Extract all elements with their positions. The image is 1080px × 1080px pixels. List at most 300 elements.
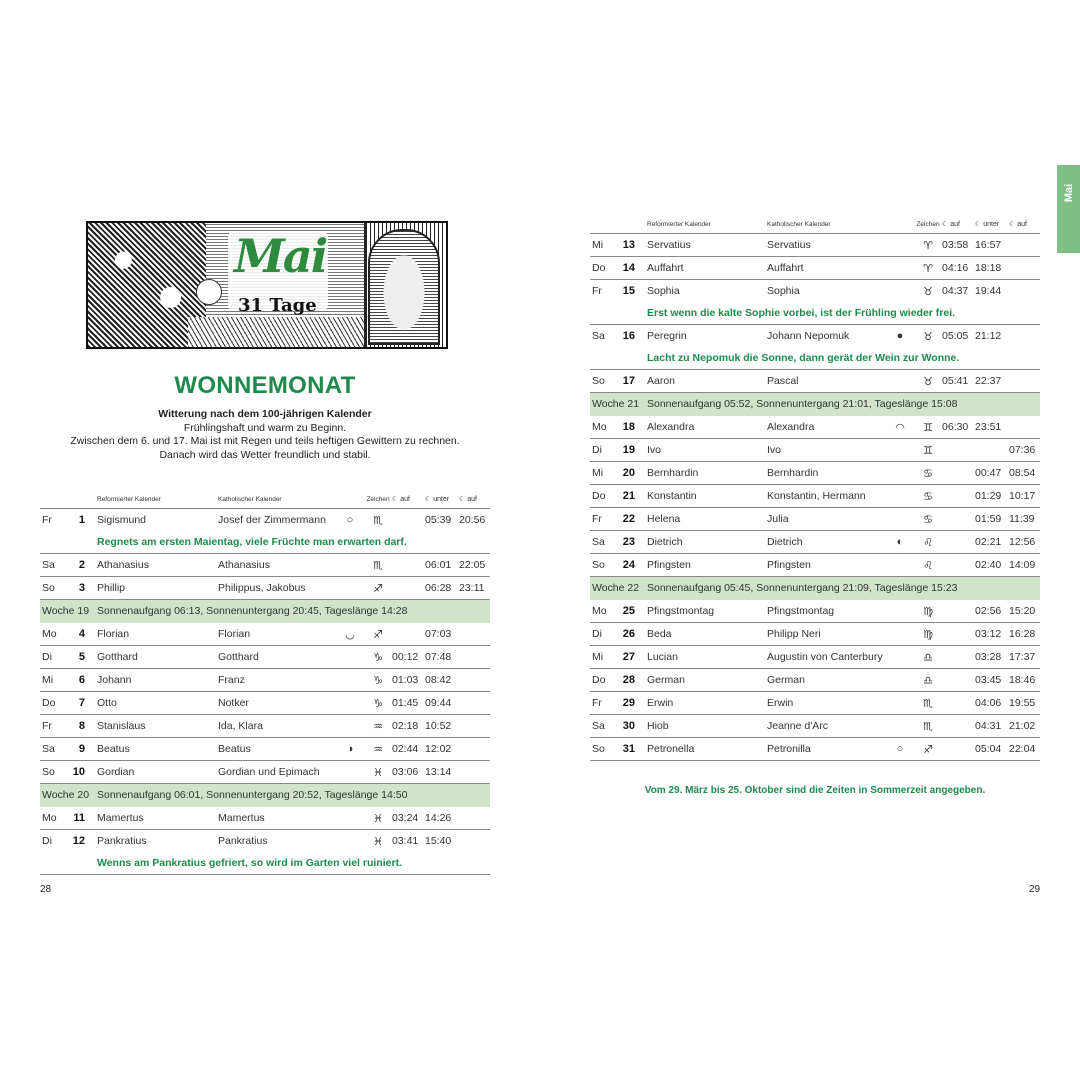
zodiac-sign-icon: ♏	[373, 514, 383, 527]
moonrise-time	[392, 577, 425, 600]
day-row	[40, 554, 490, 577]
day-row	[590, 531, 1040, 554]
weekday: Sa	[590, 715, 620, 738]
header-catholic-calendar: Katholischer Kalender	[767, 215, 886, 234]
reformed-name-day: Petronella	[647, 738, 767, 761]
moon-phase-icon	[336, 807, 364, 830]
day-number: 21	[620, 485, 647, 508]
moon-phase-icon	[336, 577, 364, 600]
weather-saying-row	[40, 852, 490, 875]
zodiac-sign-icon: ♑	[364, 669, 392, 692]
moonrise-time-2	[1009, 325, 1040, 348]
weekday: Mo	[40, 623, 70, 646]
reformed-name-day: German	[647, 669, 767, 692]
catholic-name-day: Julia	[767, 508, 886, 531]
weekday: Mo	[590, 416, 620, 439]
blank	[620, 347, 647, 370]
arch-decoration	[368, 229, 440, 345]
header-blank	[886, 215, 914, 234]
day-number: 20	[620, 462, 647, 485]
blank	[70, 852, 97, 875]
moonrise-time-2: 14:09	[1009, 554, 1040, 577]
reformed-name-day: Mamertus	[97, 807, 218, 830]
day-row	[590, 257, 1040, 280]
reformed-name-day: Johann	[97, 669, 218, 692]
week-summary-row	[590, 393, 1040, 416]
reformed-name-day: Dietrich	[647, 531, 767, 554]
moonrise-time	[942, 554, 975, 577]
moonrise-time: 05:41	[942, 370, 975, 393]
week-summary-row	[590, 577, 1040, 600]
moonset-time: 04:31	[975, 715, 1009, 738]
zodiac-sign-icon: ♓	[364, 761, 392, 784]
reformed-name-day: Konstantin	[647, 485, 767, 508]
sun-icon	[196, 279, 222, 305]
blank	[40, 852, 70, 875]
moon-phase-icon: ○	[886, 738, 914, 761]
zodiac-sign-icon: ♉	[923, 330, 933, 343]
weather-saying: Regnets am ersten Maientag, viele Früchte man erwarten darf.	[97, 531, 490, 554]
moon-phase-icon	[886, 234, 914, 257]
reformed-name-day: Otto	[97, 692, 218, 715]
moonrise-time	[942, 692, 975, 715]
catholic-name-day: Pfingstmontag	[767, 600, 886, 623]
moonset-time: 14:26	[425, 807, 459, 830]
moon-phase-icon	[336, 646, 364, 669]
zodiac-sign-icon: ♎	[914, 646, 942, 669]
day-number: 11	[70, 807, 97, 830]
day-number: 17	[620, 370, 647, 393]
moonrise-time-2: 17:37	[1009, 646, 1040, 669]
moonrise-time-2: 20:56	[459, 514, 486, 526]
weekday: Mi	[590, 462, 620, 485]
moonrise-time-2	[459, 623, 490, 646]
day-row	[40, 715, 490, 738]
zodiac-sign-icon: ♈	[914, 234, 942, 257]
zodiac-sign-icon: ♏	[914, 692, 942, 715]
header-zodiac-sign: Zeichen	[364, 490, 392, 509]
moonrise-time-2	[1009, 257, 1040, 280]
moon-phase-icon	[886, 485, 914, 508]
moonrise-time-2: 16:28	[1009, 623, 1040, 646]
moon-phase-icon: ◑	[336, 738, 364, 761]
moonset-time: 00:47	[975, 462, 1009, 485]
moonset-time: 03:12	[975, 623, 1009, 646]
weather-saying: Wenns am Pankratius gefriert, so wird im Garten viel ruiniert.	[97, 852, 490, 875]
month-side-tab[interactable]	[1057, 165, 1080, 253]
moonset-time: 08:42	[425, 669, 459, 692]
moonrise-time-2	[459, 807, 490, 830]
moonrise-time	[942, 646, 975, 669]
day-number: 18	[620, 416, 647, 439]
day-row	[590, 325, 1040, 348]
moonrise-time: 01:45	[392, 692, 425, 715]
catholic-name-day: Ivo	[767, 439, 886, 462]
weekday: Do	[590, 257, 620, 280]
header-blank	[70, 490, 97, 509]
table-header-row	[40, 490, 490, 509]
catholic-name-day: Pankratius	[218, 835, 268, 847]
weekday: Mo	[590, 600, 620, 623]
catholic-name-day: Franz	[218, 669, 336, 692]
weather-saying-row	[590, 302, 1040, 325]
summer-time-footnote: Vom 29. März bis 25. Oktober sind die Zeiten in Sommerzeit angegeben.	[644, 785, 986, 796]
zodiac-sign-icon: ♐	[364, 577, 392, 600]
week-summary-row	[40, 600, 490, 623]
catholic-name-day: Erwin	[767, 692, 886, 715]
moonrise-time-2	[459, 738, 490, 761]
zodiac-sign-icon: ♏	[364, 554, 392, 577]
day-number: 26	[620, 623, 647, 646]
day-number: 30	[620, 715, 647, 738]
day-number: 28	[620, 669, 647, 692]
weekday: Fr	[42, 514, 52, 526]
header-catholic-calendar: Katholischer Kalender	[218, 490, 336, 509]
day-number: 22	[620, 508, 647, 531]
header-zodiac-sign: Zeichen	[914, 215, 942, 234]
reformed-name-day: Phillip	[97, 577, 218, 600]
reformed-name-day: Stanislaus	[97, 715, 218, 738]
weekday: Sa	[590, 531, 620, 554]
moonset-time: 07:48	[425, 646, 459, 669]
moonrise-time: 03:58	[942, 234, 975, 257]
day-number: 14	[620, 257, 647, 280]
reformed-name-day: Auffahrt	[647, 257, 767, 280]
moonrise-time	[942, 600, 975, 623]
day-row	[40, 623, 490, 646]
blank	[590, 302, 620, 325]
moon-phase-icon: ◐	[886, 531, 914, 554]
month-title: WONNEMONAT	[174, 372, 356, 399]
day-number: 23	[620, 531, 647, 554]
moonset-time: 02:40	[975, 554, 1009, 577]
catholic-name-day: Augustin von Canterbury	[767, 646, 886, 669]
catholic-name-day: Mamertus	[218, 807, 336, 830]
day-number: 3	[70, 577, 97, 600]
moonrise-time: 01:03	[392, 669, 425, 692]
moonrise-time-2: 11:39	[1009, 508, 1040, 531]
day-number: 15	[622, 285, 635, 297]
catholic-name-day: Konstantin, Hermann	[767, 485, 886, 508]
moon-phase-icon: ◠	[886, 416, 914, 439]
moonset-time: 03:28	[975, 646, 1009, 669]
moonset-time: 01:29	[975, 485, 1009, 508]
day-row	[590, 715, 1040, 738]
moonrise-time-2	[459, 715, 490, 738]
page-number-left: 28	[40, 884, 52, 895]
moonrise-time	[942, 623, 975, 646]
reformed-name-day: Pankratius	[97, 835, 147, 847]
weather-line: Danach wird das Wetter freundlich und stabil.	[159, 448, 371, 461]
weekday: Di	[42, 835, 52, 847]
reformed-name-day: Alexandra	[647, 416, 767, 439]
zodiac-sign-icon: ♋	[914, 485, 942, 508]
moonset-time: 21:12	[975, 330, 1002, 342]
zodiac-sign-icon: ♉	[914, 370, 942, 393]
day-number: 8	[70, 715, 97, 738]
moonrise-time: 02:18	[392, 715, 425, 738]
moon-phase-icon: ◡	[336, 623, 364, 646]
day-row	[40, 577, 490, 600]
month-side-tab-label: Mai	[1062, 183, 1075, 203]
moonrise-time	[392, 623, 425, 646]
page-number-right: 29	[1029, 884, 1041, 895]
header-blank	[336, 490, 364, 509]
zodiac-sign-icon: ♎	[914, 669, 942, 692]
catholic-name-day: Pfingsten	[767, 554, 886, 577]
moonrise-time	[942, 462, 975, 485]
moon-phase-icon	[886, 508, 914, 531]
catholic-name-day: Servatius	[767, 234, 886, 257]
catholic-name-day: Philipp Neri	[767, 623, 886, 646]
header-blank	[590, 215, 620, 234]
header-moonrise: ☾ auf	[942, 215, 975, 234]
blank	[590, 347, 620, 370]
moonrise-time: 03:06	[392, 761, 425, 784]
moon-phase-icon	[336, 830, 364, 853]
day-row	[40, 509, 490, 532]
zodiac-sign-icon: ♐	[364, 623, 392, 646]
moonset-time: 12:02	[425, 738, 459, 761]
catholic-name-day: Athanasius	[218, 554, 336, 577]
day-row	[590, 508, 1040, 531]
weekday: Sa	[40, 738, 70, 761]
reformed-name-day: Beda	[647, 623, 767, 646]
moonrise-time-2: 15:20	[1009, 600, 1040, 623]
month-script-title: Mai	[234, 229, 327, 283]
day-row	[590, 692, 1040, 715]
catholic-name-day: Alexandra	[767, 416, 886, 439]
weekday: Mi	[590, 234, 620, 257]
days-count-script: 31 Tage	[238, 295, 317, 316]
moonrise-time	[942, 669, 975, 692]
zodiac-sign-icon: ♓	[373, 835, 383, 848]
moonrise-time: 06:30	[942, 416, 975, 439]
zodiac-sign-icon: ♒	[364, 715, 392, 738]
moonrise-time-2	[1009, 234, 1040, 257]
reformed-name-day: Bernhardin	[647, 462, 767, 485]
day-row	[590, 280, 1040, 303]
day-row	[590, 738, 1040, 761]
header-reformed-calendar: Reformierter Kalender	[97, 490, 218, 509]
reformed-name-day: Beatus	[97, 738, 218, 761]
day-number: 6	[70, 669, 97, 692]
week-label: Woche 22	[590, 577, 647, 600]
moonset-time: 05:04	[975, 738, 1009, 761]
moonset-time: 03:45	[975, 669, 1009, 692]
catholic-name-day: Bernhardin	[767, 462, 886, 485]
moon-phase-icon	[886, 439, 914, 462]
blank	[620, 302, 647, 325]
sun-times: Sonnenaufgang 05:52, Sonnenuntergang 21:01, Tageslänge 15:08	[647, 393, 1040, 416]
moonrise-time-2: 08:54	[1009, 462, 1040, 485]
weather-line: Zwischen dem 6. und 17. Mai ist mit Regen und teils heftigen Gewittern zu rechnen.	[70, 435, 460, 447]
moonset-time: 19:44	[975, 285, 1002, 297]
moonrise-time-2: 22:05	[459, 554, 490, 577]
moon-phase-icon	[886, 370, 914, 393]
zodiac-sign-icon: ♑	[364, 646, 392, 669]
day-number: 1	[78, 514, 85, 526]
weekday: So	[40, 577, 70, 600]
week-label: Woche 19	[40, 600, 97, 623]
catholic-name-day: Jeanne d'Arc	[767, 715, 886, 738]
day-number: 25	[620, 600, 647, 623]
day-row	[40, 807, 490, 830]
reformed-name-day: Florian	[97, 623, 218, 646]
header-blank	[40, 490, 70, 509]
moonset-time: 23:51	[975, 416, 1009, 439]
weekday: Fr	[590, 508, 620, 531]
day-number: 2	[70, 554, 97, 577]
moonrise-time: 04:37	[942, 285, 969, 297]
weather-heading: Witterung nach dem 100-jährigen Kalender	[158, 408, 372, 420]
catholic-name-day: German	[767, 669, 886, 692]
weather-saying: Lacht zu Nepomuk die Sonne, dann gerät der Wein zur Wonne.	[647, 347, 1040, 370]
zodiac-sign-icon: ♍	[914, 600, 942, 623]
moonset-time: 05:39	[425, 514, 452, 526]
week-label: Woche 20	[40, 784, 97, 807]
day-row	[40, 761, 490, 784]
moon-phase-icon	[336, 715, 364, 738]
catholic-name-day: Josef der Zimmermann	[218, 514, 326, 526]
moon-phase-icon	[886, 554, 914, 577]
day-number: 5	[70, 646, 97, 669]
zodiac-sign-icon: ♊	[914, 416, 942, 439]
weekday: Fr	[592, 285, 602, 297]
catholic-name-day: Pascal	[767, 370, 886, 393]
moon-phase-icon: ○	[346, 514, 354, 526]
zodiac-sign-icon: ♓	[364, 807, 392, 830]
weekday: Fr	[40, 715, 70, 738]
reformed-name-day: Athanasius	[97, 554, 218, 577]
moon-phase-icon	[336, 761, 364, 784]
moonrise-time	[942, 439, 975, 462]
zodiac-sign-icon: ♉	[923, 285, 933, 298]
day-number: 19	[620, 439, 647, 462]
reformed-name-day: Sophia	[647, 285, 680, 297]
weekday: So	[590, 738, 620, 761]
weather-line: Frühlingshaft und warm zu Beginn.	[183, 421, 347, 434]
catholic-name-day: Gordian und Epimach	[218, 761, 336, 784]
weekday: Di	[590, 439, 620, 462]
header-reformed-calendar: Reformierter Kalender	[647, 215, 767, 234]
reformed-name-day: Erwin	[647, 692, 767, 715]
catholic-name-day: Beatus	[218, 738, 336, 761]
catholic-name-day: Ida, Klara	[218, 715, 336, 738]
header-moonrise: ☾ auf	[392, 490, 425, 509]
moon-phase-icon	[886, 280, 914, 303]
day-number: 27	[620, 646, 647, 669]
moonrise-time	[942, 508, 975, 531]
weekday: So	[590, 554, 620, 577]
zodiac-sign-icon: ♊	[914, 439, 942, 462]
moon-phase-icon: ●	[896, 330, 904, 342]
moonrise-time: 02:44	[392, 738, 425, 761]
weather-saying-row	[590, 347, 1040, 370]
weather-saying: Erst wenn die kalte Sophie vorbei, ist der Frühling wieder frei.	[647, 302, 1040, 325]
moonrise-time-2: 21:02	[1009, 715, 1040, 738]
day-row	[590, 439, 1040, 462]
moon-phase-icon	[886, 623, 914, 646]
moonset-time: 01:59	[975, 508, 1009, 531]
moonrise-time-2	[1009, 416, 1040, 439]
sun-times: Sonnenaufgang 06:01, Sonnenuntergang 20:52, Tageslänge 14:50	[97, 784, 490, 807]
moonset-time: 06:28	[425, 577, 459, 600]
weekday: Do	[590, 669, 620, 692]
moon-phase-icon	[886, 646, 914, 669]
catholic-name-day: Philippus, Jakobus	[218, 577, 336, 600]
day-row	[590, 234, 1040, 257]
moonrise-time: 00:12	[392, 646, 425, 669]
moonrise-time-2	[1009, 280, 1040, 303]
catholic-name-day: Sophia	[767, 285, 800, 297]
zodiac-sign-icon: ♐	[914, 738, 942, 761]
moonrise-time-2: 19:55	[1009, 692, 1040, 715]
moon-phase-icon	[886, 715, 914, 738]
zodiac-sign-icon: ♑	[364, 692, 392, 715]
catholic-name-day: Notker	[218, 692, 336, 715]
moonrise-time	[942, 485, 975, 508]
moon-phase-icon	[336, 554, 364, 577]
moonset-time: 02:21	[975, 531, 1009, 554]
moonset-time	[975, 439, 1009, 462]
day-row	[590, 370, 1040, 393]
moonrise-time-2	[1009, 370, 1040, 393]
weekday: So	[40, 761, 70, 784]
moonrise-time: 04:16	[942, 257, 975, 280]
moonrise-time-2	[459, 761, 490, 784]
woodcut-header-image	[86, 221, 448, 349]
zodiac-sign-icon: ♋	[914, 462, 942, 485]
day-row	[40, 738, 490, 761]
reformed-name-day: Pfingstmontag	[647, 600, 767, 623]
day-row	[590, 485, 1040, 508]
catholic-name-day: Johann Nepomuk	[767, 330, 850, 342]
week-summary-row	[40, 784, 490, 807]
moonset-time: 22:37	[975, 370, 1009, 393]
day-row	[590, 623, 1040, 646]
weekday: Mo	[40, 807, 70, 830]
catholic-name-day: Petronilla	[767, 738, 886, 761]
weekday: Sa	[40, 554, 70, 577]
day-row	[590, 669, 1040, 692]
catholic-name-day: Florian	[218, 623, 336, 646]
moon-phase-icon	[336, 669, 364, 692]
sun-times: Sonnenaufgang 06:13, Sonnenuntergang 20:45, Tageslänge 14:28	[97, 600, 490, 623]
weekday: Do	[40, 692, 70, 715]
day-row	[40, 669, 490, 692]
moonrise-time: 03:24	[392, 807, 425, 830]
moonset-time: 10:52	[425, 715, 459, 738]
day-number: 12	[72, 835, 85, 847]
moon-phase-icon	[886, 692, 914, 715]
moon-phase-icon	[886, 600, 914, 623]
day-row	[40, 692, 490, 715]
moonrise-time	[392, 509, 425, 532]
moonrise-time	[942, 531, 975, 554]
calendar-table-left	[40, 490, 490, 875]
weekday: Fr	[590, 692, 620, 715]
weekday: So	[590, 370, 620, 393]
week-label: Woche 21	[590, 393, 647, 416]
catholic-name-day: Gotthard	[218, 646, 336, 669]
day-number: 10	[70, 761, 97, 784]
weekday: Di	[590, 623, 620, 646]
weekday: Di	[40, 646, 70, 669]
reformed-name-day: Aaron	[647, 370, 767, 393]
table-header-row	[590, 215, 1040, 234]
moonrise-time-2: 22:04	[1009, 738, 1040, 761]
